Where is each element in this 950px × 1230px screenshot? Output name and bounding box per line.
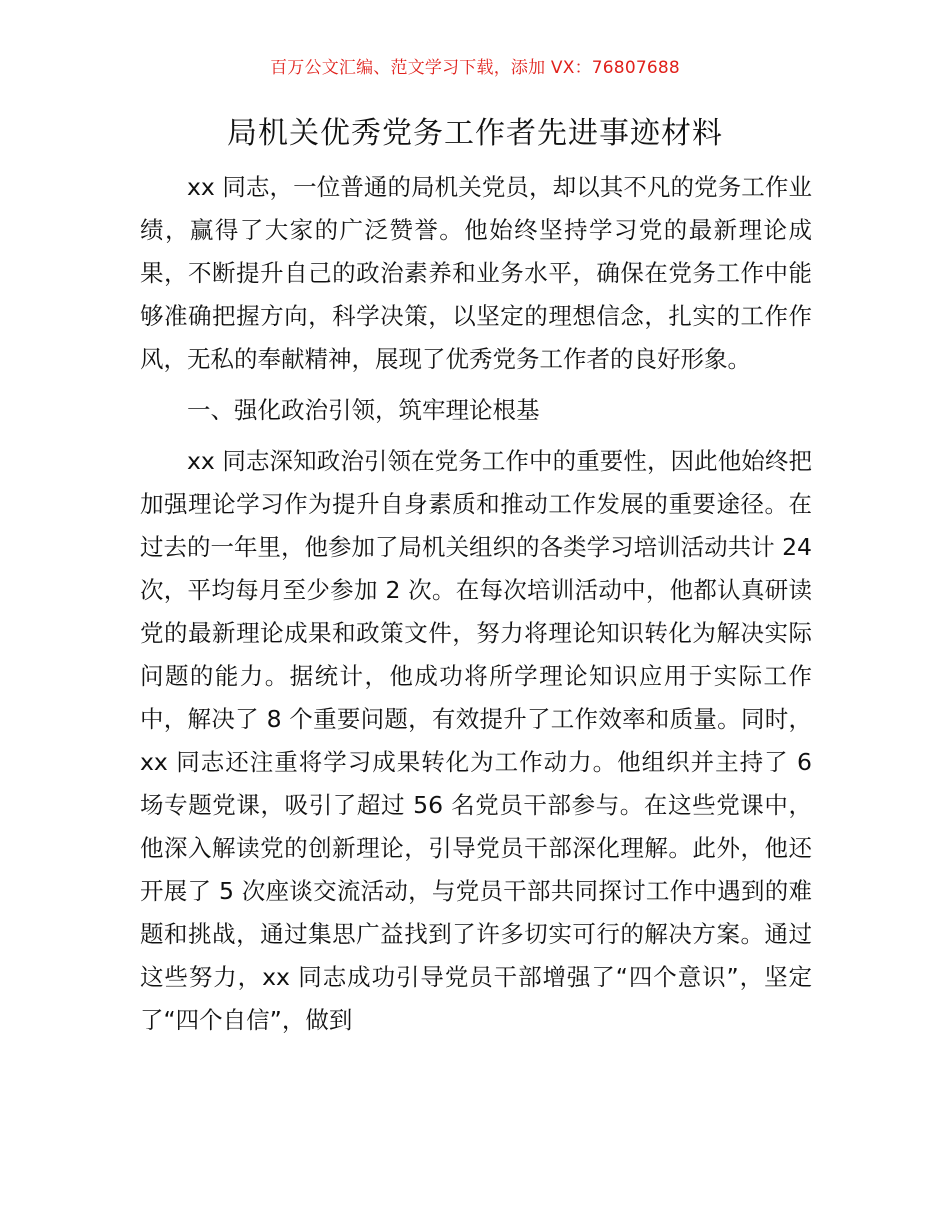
document-title: 局机关优秀党务工作者先进事迹材料 bbox=[227, 116, 723, 151]
intro-paragraph: xx 同志，一位普通的局机关党员，却以其不凡的党务工作业绩，赢得了大家的广泛赞誉。他始终坚持学习党的最新理论成果，不断提升自己的政治素养和业务水平，确保在党务工作中能够准确把握方向，科学决策，以坚定的理想信念，扎实的工作作风，无私的奉献精神，展现了优秀党务工作者的良好形象。 bbox=[140, 173, 812, 373]
watermark-header: 百万公文汇编、范文学习下载，添加 VX：76807688 bbox=[270, 58, 680, 78]
document-body bbox=[140, 166, 812, 1042]
section-1-paragraph: xx 同志深知政治引领在党务工作中的重要性，因此他始终把加强理论学习作为提升自身素质和推动工作发展的重要途径。在过去的一年里，他参加了局机关组织的各类学习培训活动共计 24 次，平均每月至少参加 2 次。在每次培训活动中，他都认真研读党的最新理论成果和政策文件，努力将理论知识转化为解决实际问题的能力。据统计，他成功将所学理论知识应用于实际工作中，解决了 8 个重要问题，有效提升了工作效率和质量。同时，xx 同志还注重将学习成果转化为工作动力。他组织并主持了 6 场专题党课，吸引了超过 56 名党员干部参与。在这些党课中，他深入解读党的创新理论，引导党员干部深化理解。此外，他还开展了 5 次座谈交流活动，与党员干部共同探讨工作中遇到的难题和挑战，通过集思广益找到了许多切实可行的解决方案。通过这些努力，xx 同志成功引导党员干部增强了“四个意识”，坚定了“四个自信”，做到 bbox=[140, 447, 812, 1034]
section-heading-1: 一、强化政治引领，筑牢理论根基 bbox=[187, 396, 540, 424]
